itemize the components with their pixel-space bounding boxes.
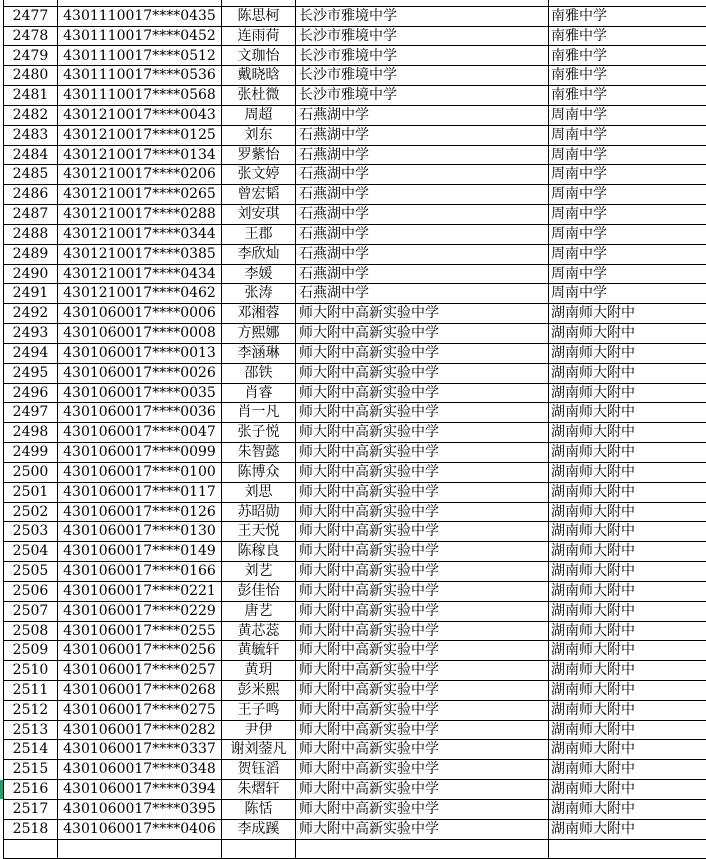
cell-serial-number[interactable]: 2511 (4, 680, 58, 700)
table-row (4, 482, 706, 502)
cell-exam-id[interactable]: 4301210017****0344 (58, 224, 222, 244)
table-row (4, 423, 706, 443)
cell-admitted-school[interactable]: 南雅中学 (549, 26, 706, 46)
cell-student-name[interactable]: 连雨荷 (222, 26, 296, 46)
table-row (4, 542, 706, 562)
cell-admitted-school[interactable]: 湖南师大附中 (549, 443, 706, 463)
cell-exam-id[interactable]: 4301060017****0275 (58, 700, 222, 720)
cell-admitted-school[interactable]: 湖南师大附中 (549, 819, 706, 839)
table-row (4, 740, 706, 760)
cell-student-name[interactable]: 苏昭勋 (222, 502, 296, 522)
cell-student-name[interactable]: 刘思 (222, 482, 296, 502)
cell-serial-number[interactable]: 2502 (4, 502, 58, 522)
cell-serial-number[interactable]: 2500 (4, 462, 58, 482)
cell-exam-id[interactable]: 4301210017****0385 (58, 244, 222, 264)
cell-exam-id[interactable]: 4301060017****0117 (58, 482, 222, 502)
table-row (4, 6, 706, 26)
cell-exam-id[interactable]: 4301060017****0126 (58, 502, 222, 522)
cell-graduating-school[interactable]: 长沙市雅境中学 (296, 26, 549, 46)
cell-graduating-school[interactable]: 石燕湖中学 (296, 244, 549, 264)
cell-exam-id[interactable]: 4301060017****0100 (58, 462, 222, 482)
cell-serial-number[interactable]: 2498 (4, 423, 58, 443)
cell-student-name[interactable]: 黄芯蕊 (222, 621, 296, 641)
cell-admitted-school[interactable]: 周南中学 (549, 145, 706, 165)
cell-serial-number[interactable]: 2493 (4, 324, 58, 344)
cell-exam-id[interactable]: 4301210017****0043 (58, 105, 222, 125)
cell-graduating-school[interactable]: 师大附中高新实验中学 (296, 621, 549, 641)
table-row (4, 244, 706, 264)
table-row (4, 343, 706, 363)
cell-admitted-school[interactable]: 湖南师大附中 (549, 661, 706, 681)
cell-exam-id[interactable]: 4301060017****0099 (58, 443, 222, 463)
cell-graduating-school[interactable]: 师大附中高新实验中学 (296, 522, 549, 542)
cell-serial-number[interactable]: 2477 (4, 6, 58, 26)
cell-partial (222, 839, 296, 859)
cell-exam-id[interactable]: 4301110017****0536 (58, 66, 222, 86)
cell-graduating-school[interactable]: 师大附中高新实验中学 (296, 363, 549, 383)
cell-admitted-school[interactable]: 湖南师大附中 (549, 581, 706, 601)
cell-serial-number[interactable]: 2484 (4, 145, 58, 165)
cell-student-name[interactable]: 张杜微 (222, 86, 296, 106)
cell-admitted-school[interactable]: 湖南师大附中 (549, 304, 706, 324)
table-row (4, 819, 706, 839)
cell-student-name[interactable]: 贺钰滔 (222, 760, 296, 780)
spreadsheet-viewport (3, 0, 706, 859)
cell-graduating-school[interactable]: 石燕湖中学 (296, 224, 549, 244)
table-row (4, 86, 706, 106)
cell-graduating-school[interactable]: 石燕湖中学 (296, 185, 549, 205)
cell-serial-number[interactable]: 2499 (4, 443, 58, 463)
cell-admitted-school[interactable]: 湖南师大附中 (549, 383, 706, 403)
cell-admitted-school[interactable]: 周南中学 (549, 185, 706, 205)
cell-graduating-school[interactable]: 石燕湖中学 (296, 284, 549, 304)
cell-student-name[interactable]: 李涵琳 (222, 343, 296, 363)
cell-admitted-school[interactable]: 湖南师大附中 (549, 562, 706, 582)
cell-graduating-school[interactable]: 石燕湖中学 (296, 165, 549, 185)
table-row (4, 383, 706, 403)
cell-exam-id[interactable]: 4301060017****0035 (58, 383, 222, 403)
table-row (4, 661, 706, 681)
cell-serial-number[interactable]: 2481 (4, 86, 58, 106)
table-row (4, 601, 706, 621)
cell-graduating-school[interactable]: 师大附中高新实验中学 (296, 581, 549, 601)
table-row (4, 799, 706, 819)
cell-graduating-school[interactable]: 石燕湖中学 (296, 145, 549, 165)
cell-partial (4, 839, 58, 859)
cell-graduating-school[interactable]: 师大附中高新实验中学 (296, 343, 549, 363)
cell-admitted-school[interactable]: 周南中学 (549, 165, 706, 185)
cell-student-name[interactable]: 邵铁 (222, 363, 296, 383)
cell-admitted-school[interactable]: 湖南师大附中 (549, 780, 706, 800)
cell-serial-number[interactable]: 2492 (4, 304, 58, 324)
cell-admitted-school[interactable]: 湖南师大附中 (549, 799, 706, 819)
table-row (4, 403, 706, 423)
table-row (4, 680, 706, 700)
table-row (4, 641, 706, 661)
cell-exam-id[interactable]: 4301060017****0013 (58, 343, 222, 363)
cell-exam-id[interactable]: 4301060017****0026 (58, 363, 222, 383)
selection-indicator (0, 780, 3, 800)
cell-student-name[interactable]: 黄毓轩 (222, 641, 296, 661)
cell-student-name[interactable]: 唐艺 (222, 601, 296, 621)
table-row (4, 105, 706, 125)
cell-student-name[interactable]: 张涛 (222, 284, 296, 304)
table-row (4, 780, 706, 800)
cell-exam-id[interactable]: 4301110017****0435 (58, 6, 222, 26)
cell-serial-number[interactable]: 2497 (4, 403, 58, 423)
cell-serial-number[interactable]: 2483 (4, 125, 58, 145)
table-row (4, 720, 706, 740)
cell-student-name[interactable]: 彭佳怡 (222, 581, 296, 601)
cell-student-name[interactable]: 曾宏韬 (222, 185, 296, 205)
cell-admitted-school[interactable]: 湖南师大附中 (549, 641, 706, 661)
table-row (4, 284, 706, 304)
cell-serial-number[interactable]: 2509 (4, 641, 58, 661)
cell-graduating-school[interactable]: 师大附中高新实验中学 (296, 780, 549, 800)
table-row (4, 502, 706, 522)
cell-serial-number[interactable]: 2478 (4, 26, 58, 46)
cell-exam-id[interactable]: 4301110017****0568 (58, 86, 222, 106)
cell-serial-number[interactable]: 2501 (4, 482, 58, 502)
table-row (4, 324, 706, 344)
cell-graduating-school[interactable]: 师大附中高新实验中学 (296, 661, 549, 681)
cell-exam-id[interactable]: 4301060017****0008 (58, 324, 222, 344)
cell-serial-number[interactable]: 2513 (4, 720, 58, 740)
cell-serial-number[interactable]: 2505 (4, 562, 58, 582)
cell-student-name[interactable]: 陈恬 (222, 799, 296, 819)
cell-admitted-school[interactable]: 湖南师大附中 (549, 740, 706, 760)
cell-admitted-school[interactable]: 湖南师大附中 (549, 720, 706, 740)
cell-student-name[interactable]: 张子悦 (222, 423, 296, 443)
cell-partial (296, 839, 549, 859)
cell-serial-number[interactable]: 2494 (4, 343, 58, 363)
cell-student-name[interactable]: 李成蹊 (222, 819, 296, 839)
cell-exam-id[interactable]: 4301210017****0265 (58, 185, 222, 205)
cell-admitted-school[interactable]: 南雅中学 (549, 86, 706, 106)
cell-admitted-school[interactable]: 周南中学 (549, 125, 706, 145)
cell-graduating-school[interactable]: 师大附中高新实验中学 (296, 641, 549, 661)
cell-graduating-school[interactable]: 师大附中高新实验中学 (296, 819, 549, 839)
cell-serial-number[interactable]: 2486 (4, 185, 58, 205)
cell-exam-id[interactable]: 4301060017****0130 (58, 522, 222, 542)
cell-serial-number[interactable]: 2487 (4, 205, 58, 225)
cell-exam-id[interactable]: 4301060017****0221 (58, 581, 222, 601)
cell-serial-number[interactable]: 2495 (4, 363, 58, 383)
cell-serial-number[interactable]: 2515 (4, 760, 58, 780)
cell-admitted-school[interactable]: 湖南师大附中 (549, 700, 706, 720)
cell-student-name[interactable]: 彭米熙 (222, 680, 296, 700)
cell-graduating-school[interactable]: 师大附中高新实验中学 (296, 482, 549, 502)
cell-partial (549, 839, 706, 859)
cell-graduating-school[interactable]: 长沙市雅境中学 (296, 66, 549, 86)
table-row (4, 462, 706, 482)
cell-exam-id[interactable]: 4301060017****0406 (58, 819, 222, 839)
cell-admitted-school[interactable]: 周南中学 (549, 105, 706, 125)
cell-graduating-school[interactable]: 师大附中高新实验中学 (296, 700, 549, 720)
cell-admitted-school[interactable]: 湖南师大附中 (549, 482, 706, 502)
cell-admitted-school[interactable]: 湖南师大附中 (549, 502, 706, 522)
cell-exam-id[interactable]: 4301210017****0134 (58, 145, 222, 165)
cell-student-name[interactable]: 陈稼良 (222, 542, 296, 562)
cell-admitted-school[interactable]: 南雅中学 (549, 6, 706, 26)
cell-exam-id[interactable]: 4301060017****0006 (58, 304, 222, 324)
cell-serial-number[interactable]: 2489 (4, 244, 58, 264)
cell-graduating-school[interactable]: 师大附中高新实验中学 (296, 740, 549, 760)
table-row (4, 304, 706, 324)
cell-admitted-school[interactable]: 湖南师大附中 (549, 403, 706, 423)
table-row (4, 443, 706, 463)
cell-student-name[interactable]: 文珈怡 (222, 46, 296, 66)
cell-serial-number[interactable]: 2507 (4, 601, 58, 621)
table-row (4, 125, 706, 145)
table-row (4, 224, 706, 244)
cell-exam-id[interactable]: 4301060017****0047 (58, 423, 222, 443)
cell-partial (58, 839, 222, 859)
cell-exam-id[interactable]: 4301060017****0348 (58, 760, 222, 780)
cell-exam-id[interactable]: 4301210017****0434 (58, 264, 222, 284)
cell-admitted-school[interactable]: 湖南师大附中 (549, 343, 706, 363)
cell-student-name[interactable]: 谢刘蓥凡 (222, 740, 296, 760)
cell-serial-number[interactable]: 2518 (4, 819, 58, 839)
cell-admitted-school[interactable]: 周南中学 (549, 264, 706, 284)
cell-admitted-school[interactable]: 周南中学 (549, 224, 706, 244)
cell-student-name[interactable]: 王天悦 (222, 522, 296, 542)
cell-graduating-school[interactable]: 师大附中高新实验中学 (296, 562, 549, 582)
cell-student-name[interactable]: 肖一凡 (222, 403, 296, 423)
cell-exam-id[interactable]: 4301060017****0036 (58, 403, 222, 423)
cell-student-name[interactable]: 刘安琪 (222, 205, 296, 225)
cell-serial-number[interactable]: 2503 (4, 522, 58, 542)
cell-exam-id[interactable]: 4301060017****0229 (58, 601, 222, 621)
cell-serial-number[interactable]: 2514 (4, 740, 58, 760)
cell-graduating-school[interactable]: 长沙市雅境中学 (296, 86, 549, 106)
cell-admitted-school[interactable]: 湖南师大附中 (549, 423, 706, 443)
cell-exam-id[interactable]: 4301110017****0512 (58, 46, 222, 66)
cell-student-name[interactable]: 刘艺 (222, 562, 296, 582)
student-table (3, 0, 706, 859)
cell-student-name[interactable]: 朱智懿 (222, 443, 296, 463)
cell-exam-id[interactable]: 4301060017****0337 (58, 740, 222, 760)
cell-graduating-school[interactable]: 师大附中高新实验中学 (296, 720, 549, 740)
cell-admitted-school[interactable]: 周南中学 (549, 284, 706, 304)
cell-serial-number[interactable]: 2508 (4, 621, 58, 641)
partial-row-bottom (4, 839, 706, 859)
cell-graduating-school[interactable]: 师大附中高新实验中学 (296, 443, 549, 463)
cell-admitted-school[interactable]: 周南中学 (549, 205, 706, 225)
cell-student-name[interactable]: 尹伊 (222, 720, 296, 740)
student-table-body (4, 0, 706, 859)
cell-exam-id[interactable]: 4301060017****0256 (58, 641, 222, 661)
cell-serial-number[interactable]: 2516 (4, 780, 58, 800)
table-row (4, 363, 706, 383)
cell-graduating-school[interactable]: 师大附中高新实验中学 (296, 423, 549, 443)
cell-student-name[interactable]: 黄玥 (222, 661, 296, 681)
cell-admitted-school[interactable]: 周南中学 (549, 244, 706, 264)
table-row (4, 522, 706, 542)
table-row (4, 205, 706, 225)
cell-exam-id[interactable]: 4301060017****0268 (58, 680, 222, 700)
cell-exam-id[interactable]: 4301210017****0288 (58, 205, 222, 225)
cell-graduating-school[interactable]: 师大附中高新实验中学 (296, 304, 549, 324)
cell-graduating-school[interactable]: 长沙市雅境中学 (296, 46, 549, 66)
cell-exam-id[interactable]: 4301060017****0282 (58, 720, 222, 740)
cell-exam-id[interactable]: 4301210017****0125 (58, 125, 222, 145)
cell-exam-id[interactable]: 4301210017****0462 (58, 284, 222, 304)
cell-serial-number[interactable]: 2517 (4, 799, 58, 819)
table-row (4, 145, 706, 165)
cell-admitted-school[interactable]: 南雅中学 (549, 66, 706, 86)
cell-serial-number[interactable]: 2496 (4, 383, 58, 403)
cell-graduating-school[interactable]: 石燕湖中学 (296, 105, 549, 125)
cell-graduating-school[interactable]: 师大附中高新实验中学 (296, 799, 549, 819)
table-row (4, 185, 706, 205)
cell-admitted-school[interactable]: 湖南师大附中 (549, 601, 706, 621)
cell-graduating-school[interactable]: 师大附中高新实验中学 (296, 502, 549, 522)
cell-graduating-school[interactable]: 师大附中高新实验中学 (296, 542, 549, 562)
cell-admitted-school[interactable]: 湖南师大附中 (549, 680, 706, 700)
cell-student-name[interactable]: 张文婷 (222, 165, 296, 185)
cell-admitted-school[interactable]: 湖南师大附中 (549, 621, 706, 641)
cell-graduating-school[interactable]: 石燕湖中学 (296, 125, 549, 145)
cell-admitted-school[interactable]: 湖南师大附中 (549, 760, 706, 780)
cell-exam-id[interactable]: 4301060017****0257 (58, 661, 222, 681)
cell-serial-number[interactable]: 2512 (4, 700, 58, 720)
cell-student-name[interactable]: 陈思柯 (222, 6, 296, 26)
cell-serial-number[interactable]: 2479 (4, 46, 58, 66)
table-row (4, 46, 706, 66)
cell-student-name[interactable]: 李媛 (222, 264, 296, 284)
cell-exam-id[interactable]: 4301060017****0149 (58, 542, 222, 562)
table-row (4, 26, 706, 46)
cell-student-name[interactable]: 朱熠轩 (222, 780, 296, 800)
cell-graduating-school[interactable]: 石燕湖中学 (296, 264, 549, 284)
cell-serial-number[interactable]: 2488 (4, 224, 58, 244)
cell-admitted-school[interactable]: 湖南师大附中 (549, 363, 706, 383)
cell-serial-number[interactable]: 2485 (4, 165, 58, 185)
cell-graduating-school[interactable]: 长沙市雅境中学 (296, 6, 549, 26)
cell-serial-number[interactable]: 2504 (4, 542, 58, 562)
cell-admitted-school[interactable]: 湖南师大附中 (549, 324, 706, 344)
cell-serial-number[interactable]: 2482 (4, 105, 58, 125)
cell-exam-id[interactable]: 4301060017****0395 (58, 799, 222, 819)
table-row (4, 581, 706, 601)
cell-graduating-school[interactable]: 师大附中高新实验中学 (296, 680, 549, 700)
cell-graduating-school[interactable]: 师大附中高新实验中学 (296, 403, 549, 423)
cell-admitted-school[interactable]: 湖南师大附中 (549, 462, 706, 482)
cell-student-name[interactable]: 王郡 (222, 224, 296, 244)
table-row (4, 66, 706, 86)
cell-student-name[interactable]: 陈博众 (222, 462, 296, 482)
cell-serial-number[interactable]: 2506 (4, 581, 58, 601)
cell-serial-number[interactable]: 2490 (4, 264, 58, 284)
cell-student-name[interactable]: 周超 (222, 105, 296, 125)
cell-exam-id[interactable]: 4301060017****0166 (58, 562, 222, 582)
cell-student-name[interactable]: 刘东 (222, 125, 296, 145)
table-row (4, 700, 706, 720)
table-row (4, 165, 706, 185)
cell-graduating-school[interactable]: 师大附中高新实验中学 (296, 324, 549, 344)
cell-serial-number[interactable]: 2510 (4, 661, 58, 681)
cell-admitted-school[interactable]: 湖南师大附中 (549, 542, 706, 562)
cell-exam-id[interactable]: 4301110017****0452 (58, 26, 222, 46)
table-row (4, 562, 706, 582)
table-row (4, 621, 706, 641)
cell-student-name[interactable]: 王子鸣 (222, 700, 296, 720)
cell-exam-id[interactable]: 4301060017****0255 (58, 621, 222, 641)
cell-student-name[interactable]: 戴晓晗 (222, 66, 296, 86)
cell-admitted-school[interactable]: 湖南师大附中 (549, 522, 706, 542)
cell-student-name[interactable]: 邓湘蓉 (222, 304, 296, 324)
cell-exam-id[interactable]: 4301210017****0206 (58, 165, 222, 185)
cell-graduating-school[interactable]: 石燕湖中学 (296, 205, 549, 225)
cell-serial-number[interactable]: 2480 (4, 66, 58, 86)
cell-student-name[interactable]: 方熙娜 (222, 324, 296, 344)
table-row (4, 264, 706, 284)
table-row (4, 760, 706, 780)
cell-graduating-school[interactable]: 师大附中高新实验中学 (296, 760, 549, 780)
cell-graduating-school[interactable]: 师大附中高新实验中学 (296, 383, 549, 403)
cell-exam-id[interactable]: 4301060017****0394 (58, 780, 222, 800)
cell-graduating-school[interactable]: 师大附中高新实验中学 (296, 601, 549, 621)
cell-student-name[interactable]: 罗紫怡 (222, 145, 296, 165)
cell-admitted-school[interactable]: 南雅中学 (549, 46, 706, 66)
cell-serial-number[interactable]: 2491 (4, 284, 58, 304)
cell-graduating-school[interactable]: 师大附中高新实验中学 (296, 462, 549, 482)
cell-student-name[interactable]: 李欣灿 (222, 244, 296, 264)
cell-student-name[interactable]: 肖睿 (222, 383, 296, 403)
